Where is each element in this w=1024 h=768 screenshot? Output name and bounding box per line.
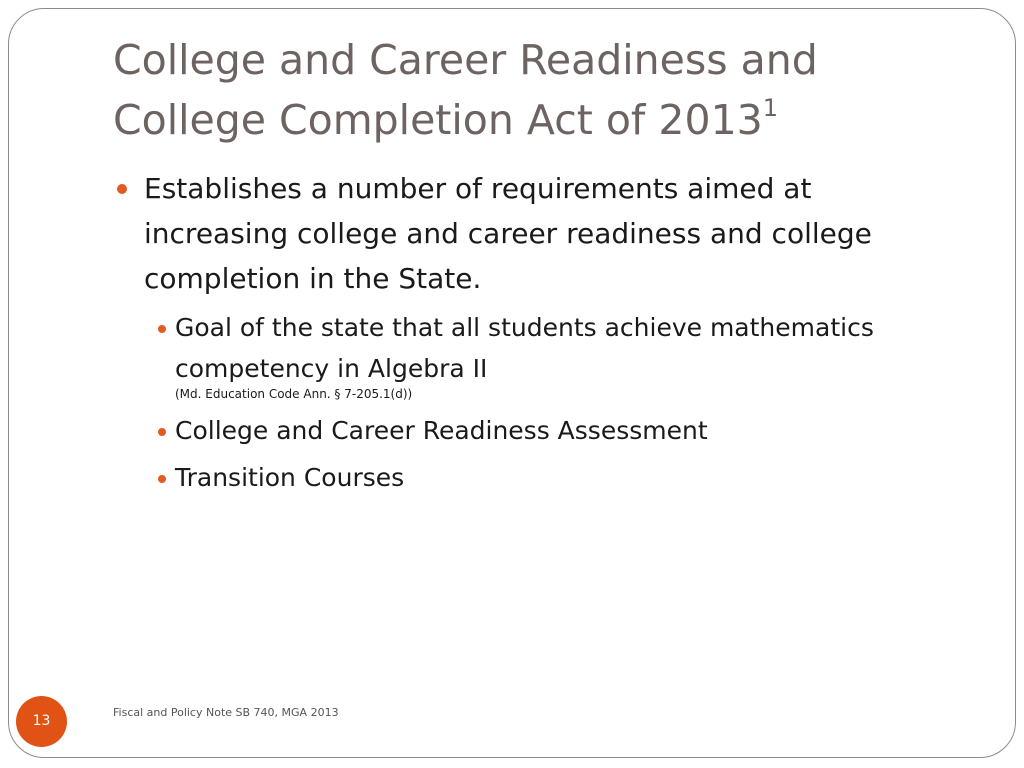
bullet-dot-icon [158, 325, 166, 333]
slide-title [113, 30, 973, 150]
title-footnote-marker: 1 [762, 94, 779, 122]
bullet-main [117, 166, 957, 301]
citation: (Md. Education Code Ann. § 7-205.1(d)) [175, 387, 413, 401]
sub-bullet-transition [158, 457, 957, 498]
sub-bullet-transition-text: Transition Courses [175, 463, 405, 492]
sub-bullet-algebra [158, 307, 957, 402]
footer-source: Fiscal and Policy Note SB 740, MGA 2013 [113, 706, 339, 719]
bullet-list [117, 166, 957, 498]
sub-bullet-assessment [158, 410, 957, 451]
bullet-dot-icon [158, 428, 166, 436]
bullet-main-text: Establishes a number of requirements aimed at increasing college and career readiness and college completion in the State. [144, 172, 872, 295]
page-number-badge: 13 [16, 696, 67, 747]
sub-bullet-algebra-text: Goal of the state that all students achieve mathematics competency in Algebra II [175, 313, 874, 383]
sub-bullet-assessment-text: College and Career Readiness Assessment [175, 416, 708, 445]
bullet-dot-icon [158, 475, 166, 483]
title-line-2: College Completion Act of 2013 [113, 96, 763, 144]
bullet-dot-icon [117, 184, 127, 194]
title-line-1: College and Career Readiness and [113, 36, 818, 84]
